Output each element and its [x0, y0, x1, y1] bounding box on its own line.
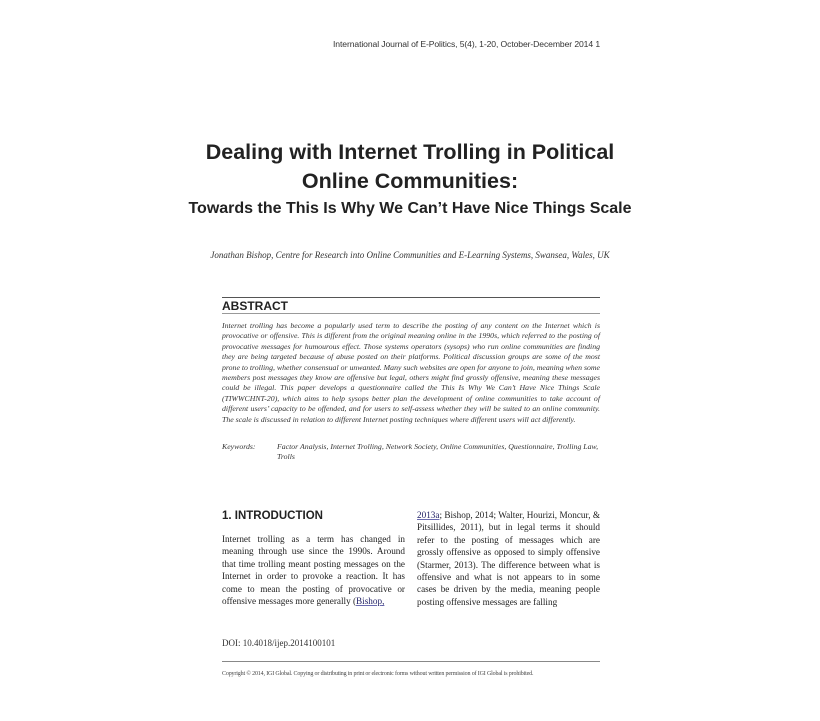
- title-block: [180, 138, 640, 219]
- introduction-left-text: Internet trolling as a term has changed in meaning through use since the 1990s. Around that time trolling meant posting messages on the Internet in order to provoke a reaction. It has come to mean the posting of provocative or offensive messages more generally (: [222, 534, 405, 607]
- introduction-column-right: [417, 509, 600, 608]
- citation-link[interactable]: 2013a: [417, 510, 440, 520]
- abstract-bottom-rule: [222, 313, 600, 314]
- introduction-column-left: [222, 533, 405, 607]
- copyright-notice: Copyright © 2014, IGI Global. Copying or distributing in print or electronic forms without written permission of IGI Global is prohibited.: [222, 671, 534, 677]
- abstract-top-rule: [222, 297, 600, 298]
- article-subtitle: Towards the This Is Why We Can’t Have Nice Things Scale: [188, 200, 632, 217]
- introduction-heading: 1. INTRODUCTION: [222, 510, 323, 522]
- keywords-list: Factor Analysis, Internet Trolling, Network Society, Online Communities, Questionnaire, Trolling Law, Trolls: [277, 442, 599, 462]
- introduction-right-text: ; Bishop, 2014; Walter, Hourizi, Moncur, & Pitsillides, 2011), but in legal terms it should refer to the posting of messages which are grossly offensive as opposed to simply offensive (Starmer, 2013). The difference between what is offensive and what is not appears to in some cases be driven by the media, meaning people posting offensive messages are falling: [417, 510, 600, 607]
- abstract-text: Internet trolling has become a popularly used term to describe the posting of any content on the Internet which is provocative or offensive. This is different from the original meaning online in the 1990s, which referred to the posting of provocative messages for humourous effect. Those systems operators (sysops) who run online communities are finding they are being targeted because of abuse posted on their platforms. Political discussion groups are some of the most prone to trolling, whether consensual or unwanted. Many such websites are open for anyone to join, meaning when some members post messages they know are offensive but legal, others might find grossly offensive, meaning these messages could be illegal. This paper develops a questionnaire called the This Is Why We Can’t Have Nice Things Scale (TIWWCHNT-20), which aims to help sysops better plan the development of online communities to take account of different users’ capacity to be offended, and for users to self-assess whether they will be suited to an online community. The scale is discussed in relation to different Internet posting techniques where different users will act differently.: [222, 321, 600, 424]
- article-title: Dealing with Internet Trolling in Political Online Communities:: [205, 140, 615, 193]
- doi: DOI: 10.4018/ijep.2014100101: [222, 638, 336, 648]
- running-header: International Journal of E-Politics, 5(4), 1-20, October-December 2014 1: [333, 39, 600, 49]
- footer-rule: [222, 661, 600, 662]
- author-affiliation: Jonathan Bishop, Centre for Research into Online Communities and E-Learning Systems, Swansea, Wales, UK: [210, 250, 610, 260]
- abstract-heading: ABSTRACT: [222, 299, 288, 313]
- keywords-label: Keywords:: [222, 442, 256, 451]
- citation-link[interactable]: Bishop,: [356, 596, 385, 607]
